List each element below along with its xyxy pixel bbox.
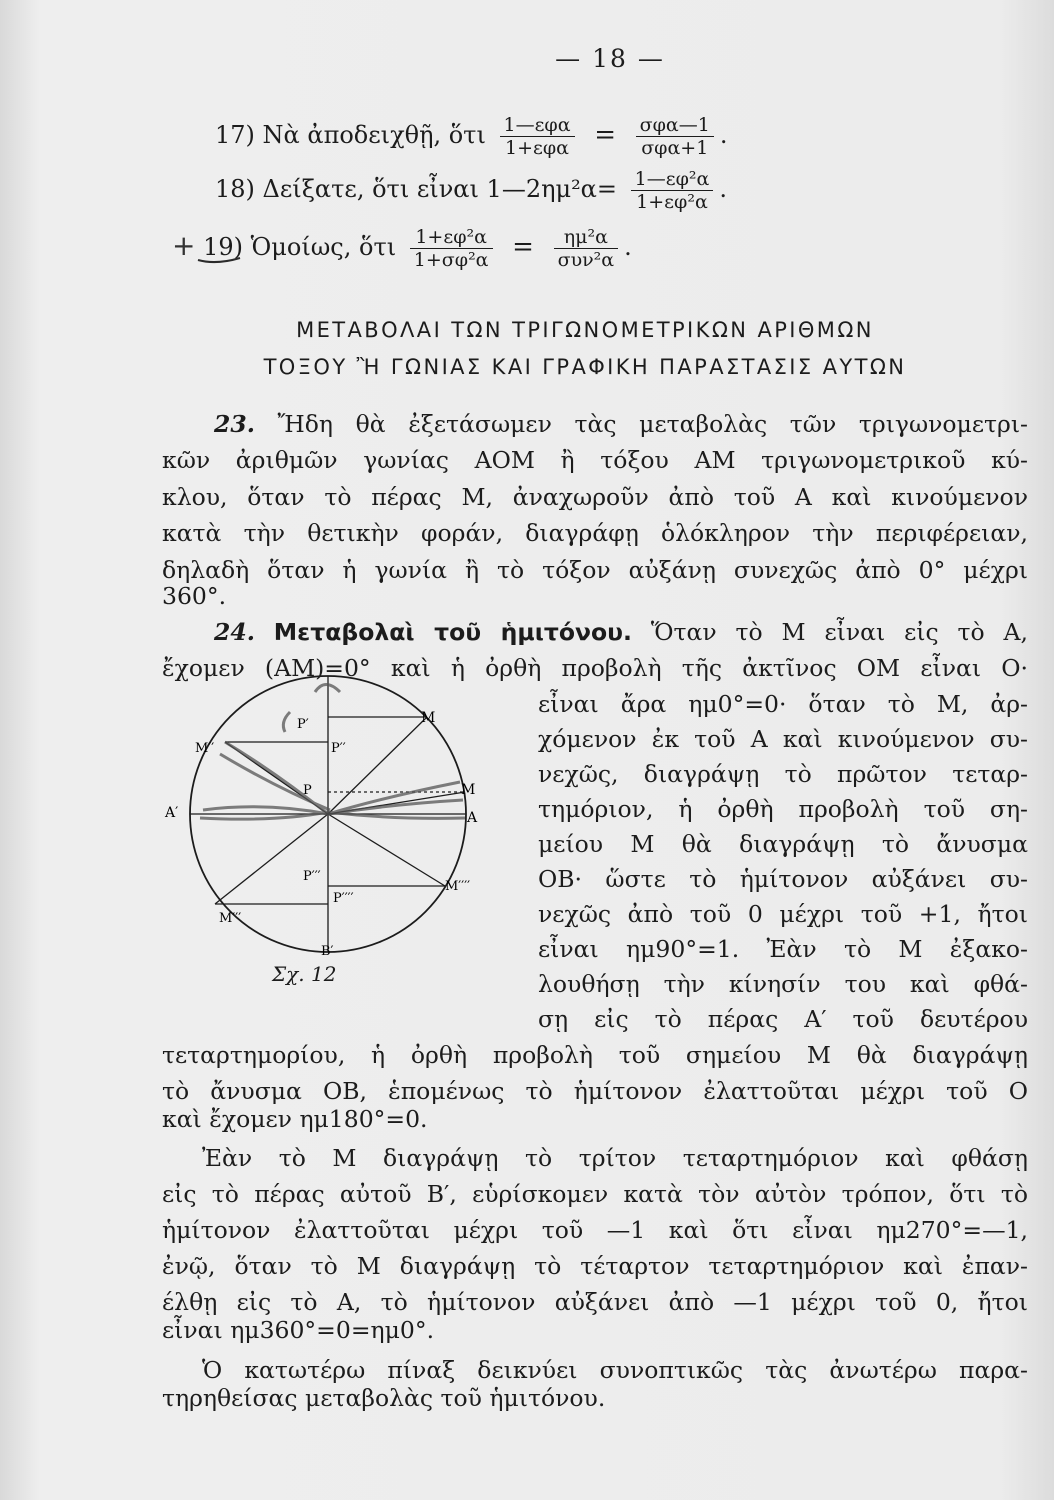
label-p1: P′ <box>297 717 309 732</box>
paragraph-23-line-3: κλου, ὅταν τὸ πέρας Μ, ἀναχωροῦν ἀπὸ τοῦ Α καὶ κινούμενον <box>162 483 1028 511</box>
exercise-17 <box>215 114 728 159</box>
label-p2: P′′ <box>331 741 346 756</box>
exercise-19-lhs-den: 1+σφ²α <box>413 249 489 271</box>
paragraph-24-side-line-1: εἶναι ἄρα ημ0°=0· ὅταν τὸ Μ, ἀρ- <box>538 690 1028 718</box>
exercise-17-rhs-den: σφα+1 <box>641 137 709 159</box>
label-p-mid: P <box>303 783 312 798</box>
section-heading-line-2: ΤΟΞΟΥ Ἢ ΓΩΝΙΑΣ ΚΑΙ ΓΡΑΦΙΚΗ ΠΑΡΑΣΤΑΣΙΣ ΑΥΤΩΝ <box>263 355 907 379</box>
label-m-right: M <box>461 782 476 798</box>
label-m2: M′′ <box>195 741 215 756</box>
paragraph-24-title: Μεταβολαὶ τοῦ ἡμιτόνου. <box>273 618 632 646</box>
exercise-17-lhs <box>500 114 575 159</box>
paragraph-24-side-line-7: νεχῶς ἀπὸ τοῦ 0 μέχρι τοῦ +1, ἤτοι <box>538 900 1028 928</box>
period: . <box>719 121 728 149</box>
paragraph-23-number: 23. <box>214 410 255 438</box>
paragraph-23-text: Ἤδη θὰ ἐξετάσωμεν τὰς μεταβολὰς τῶν τριγωνομετρι- <box>277 410 1028 438</box>
exercise-19-label: 19) Ὁμοίως, ὅτι <box>203 233 397 261</box>
paragraph-3-line-2: εἰς τὸ πέρας αὐτοῦ Β′, εὑρίσκομεν κατὰ τὸν αὐτὸν τρόπον, ὅτι τὸ <box>162 1180 1028 1208</box>
paragraph-24-side-line-10: σῃ εἰς τὸ πέρας Α′ τοῦ δευτέρου <box>538 1005 1028 1033</box>
paragraph-4-text: Ὁ κατωτέρω πίναξ δεικνύει συνοπτικῶς τὰς ἀνωτέρω παρα- <box>202 1356 1028 1384</box>
paragraph-3-line-3: ἡμίτονον ἐλαττοῦται μέχρι τοῦ —1 καὶ ὅτι εἶναι ημ270°=—1, <box>162 1216 1028 1244</box>
paragraph-3-line-4: ἐνῷ, ὅταν τὸ Μ διαγράψῃ τὸ τέταρτον τεταρτημόριον καὶ ἐπαν- <box>162 1252 1028 1280</box>
handwritten-plus-mark: + <box>172 229 196 262</box>
paragraph-23-line-4: κατὰ τὴν θετικὴν φοράν, διαγράφῃ ὁλόκληρον τὴν περιφέρειαν, <box>162 519 1028 547</box>
section-heading-line-1: ΜΕΤΑΒΟΛΑΙ ΤΩΝ ΤΡΙΓΩΝΟΜΕΤΡΙΚΩΝ ΑΡΙΘΜΩΝ <box>296 318 874 342</box>
paragraph-3-line-5: έλθῃ εἰς τὸ Α, τὸ ἡμίτονον αὐξάνει ἀπὸ —1 μέχρι τοῦ 0, ἤτοι <box>162 1288 1028 1316</box>
label-m1: M <box>421 710 436 726</box>
paragraph-24-line-13: τεταρτημορίου, ἡ ὀρθὴ προβολὴ τοῦ σημείου Μ θὰ διαγράψῃ <box>162 1041 1028 1069</box>
paragraph-23-line-1 <box>162 406 1028 443</box>
paragraph-24-side-line-4: τημόριον, ἡ ὀρθὴ προβολὴ τοῦ ση- <box>538 795 1028 823</box>
exercise-17-rhs-num: σφα—1 <box>636 114 714 137</box>
label-a-left: A′ <box>165 805 179 821</box>
radius-om3 <box>215 814 328 904</box>
paragraph-23-line-2: κῶν ἀριθμῶν γωνίας ΑΟΜ ἢ τόξου ΑΜ τριγωνομετρικοῦ κύ- <box>162 446 1028 474</box>
exercise-17-label: 17) Νὰ ἀποδειχθῇ, ὅτι <box>215 121 486 149</box>
paragraph-24-line-1 <box>162 614 1028 651</box>
label-p4: P′′′′ <box>333 891 354 906</box>
exercise-19-lhs <box>410 226 493 271</box>
radius-om4 <box>328 814 445 886</box>
paragraph-24-line-14: τὸ ἄνυσμα ΟΒ, ἑπομένως τὸ ἡμίτονον ἐλαττοῦται μέχρι τοῦ Ο <box>162 1077 1028 1105</box>
paragraph-24-side-line-3: νεχῶς, διαγράψῃ τὸ πρῶτον τεταρ- <box>538 760 1028 788</box>
paragraph-24-side-line-9: λουθήσῃ τὴν κίνησίν του καὶ φθά- <box>538 970 1028 998</box>
exercise-17-lhs-den: 1+εφα <box>505 137 570 159</box>
exercise-18-rhs-num: 1—εφ²α <box>631 168 714 191</box>
exercise-18 <box>215 168 727 213</box>
paragraph-24-side-line-2: χόμενον ἐκ τοῦ Α καὶ κινούμενον συ- <box>538 725 1028 753</box>
exercise-17-lhs-num: 1—εφα <box>500 114 575 137</box>
equals-sign: = <box>512 232 534 262</box>
paragraph-24-number: 24. <box>214 618 255 646</box>
exercise-18-label: 18) Δείξατε, ὅτι εἶναι 1—2ημ²α= <box>215 175 617 203</box>
label-m4: M′′′′ <box>445 879 471 894</box>
handwritten-underline <box>196 254 242 266</box>
exercise-19-rhs <box>554 226 619 271</box>
figure-caption: Σχ. 12 <box>272 962 337 986</box>
paragraph-24-side-line-8: εἶναι ημ90°=1. Ἐὰν τὸ Μ ἐξακο- <box>538 935 1028 963</box>
paragraph-23-line-6: 360°. <box>162 582 227 610</box>
exercise-18-rhs <box>631 168 714 213</box>
paragraph-4-line-2: τηρηθείσας μεταβολὰς τοῦ ἡμιτόνου. <box>162 1384 606 1412</box>
paragraph-23-line-5: δηλαδὴ ὅταν ἡ γωνία ἢ τὸ τόξον αὐξάνῃ συνεχῶς ἀπὸ 0° μέχρι <box>162 556 1028 584</box>
figure-12-trig-circle <box>155 672 505 962</box>
period: . <box>719 175 727 203</box>
exercise-19-rhs-num: ημ²α <box>554 226 619 249</box>
exercise-17-rhs <box>636 114 714 159</box>
paragraph-24-line-2: ἔχομεν (ΑΜ)=0° καὶ ἡ ὀρθὴ προβολὴ τῆς ἀκτῖνος ΟΜ εἶναι Ο· <box>162 654 1028 682</box>
paragraph-3-text: Ἐὰν τὸ Μ διαγράψῃ τὸ τρίτον τεταρτημόριον καὶ φθάσῃ <box>202 1144 1028 1172</box>
paragraph-24-side-line-6: ΟΒ· ὥστε τὸ ἡμίτονον αὐξάνει συ- <box>538 865 1028 893</box>
page-number: — 18 — <box>555 44 665 73</box>
label-m3: M′′′ <box>219 911 242 926</box>
period: . <box>624 233 632 261</box>
exercise-19-rhs-den: συν²α <box>557 249 615 271</box>
paragraph-24-text: Ὅταν τὸ Μ εἶναι εἰς τὸ Α, <box>650 618 1028 646</box>
label-b-bottom: B′ <box>321 944 334 959</box>
exercise-18-rhs-den: 1+εφ²α <box>636 191 708 213</box>
paragraph-3-line-1 <box>162 1140 1028 1177</box>
label-p3: P′′′ <box>303 869 321 884</box>
label-a-right: A <box>467 810 478 826</box>
equals-sign: = <box>594 120 617 150</box>
exercise-19-lhs-num: 1+εφ²α <box>410 226 493 249</box>
paragraph-3-line-6: εἶναι ημ360°=0=ημ0°. <box>162 1316 435 1344</box>
paragraph-24-side-line-5: μείου Μ θὰ διαγράψῃ τὸ ἄνυσμα <box>538 830 1028 858</box>
paragraph-24-line-15: καὶ ἔχομεν ημ180°=0. <box>162 1105 428 1133</box>
